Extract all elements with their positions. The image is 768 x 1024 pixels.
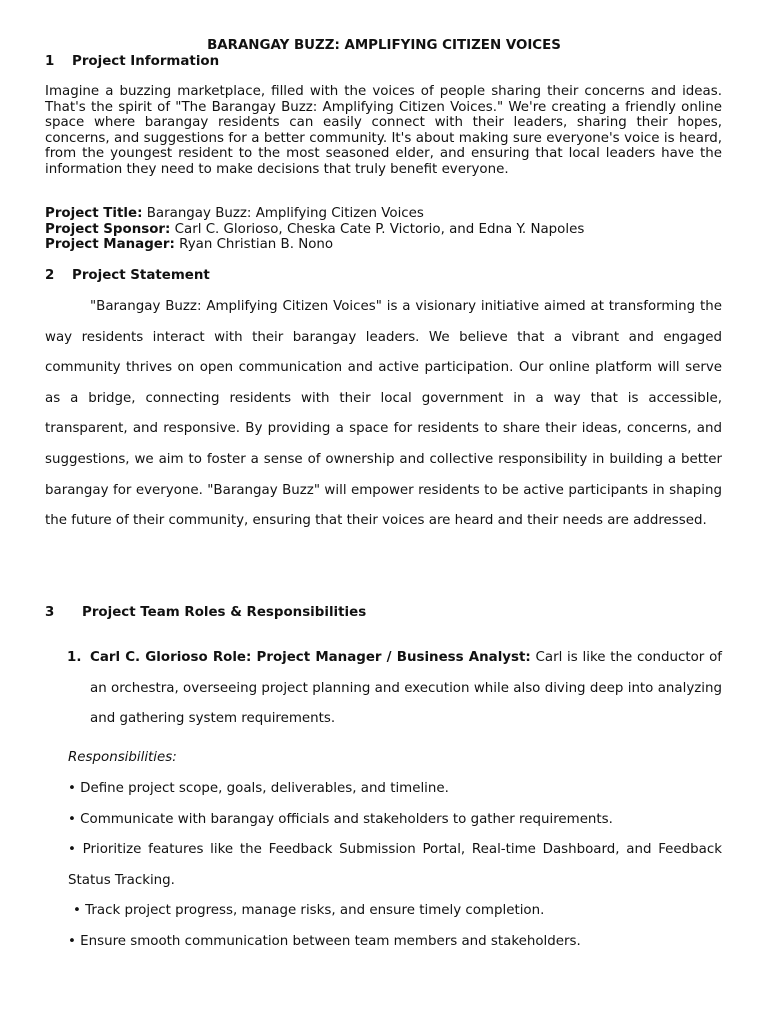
intro-paragraph: Imagine a buzzing marketplace, filled with the voices of people sharing their concerns and ideas. That's the spirit of "The Barangay Buzz: Amplifying Citizen Voices." We're creating a friendly online space where barangay residents can easily connect with their leaders, sharing their hopes, concerns, and suggestions for a better community. It's about making sure everyone's voice is heard, from the youngest resident to the most seasoned elder, and ensuring that local leaders have the information they need to make decisions that truly benefit everyone. <box>45 84 722 177</box>
section-title: Project Information <box>72 54 220 69</box>
project-sponsor-value: Carl C. Glorioso, Cheska Cate P. Victorio, and Edna Y. Napoles <box>174 221 585 237</box>
section-number: 3 <box>45 605 55 620</box>
list-item: • Ensure smooth communication between team members and stakeholders. <box>68 933 581 949</box>
project-info-block <box>45 206 584 253</box>
document-title: BARANGAY BUZZ: AMPLIFYING CITIZEN VOICES <box>207 38 561 53</box>
statement-paragraph: "Barangay Buzz: Amplifying Citizen Voices" is a visionary initiative aimed at transforming the way residents interact with their barangay leaders. We believe that a vibrant and engaged community thrives on open communication and active participation. Our online platform will serve as a bridge, connecting residents with their local government in a way that is accessible, transparent, and responsive. By providing a space for residents to share their ideas, concerns, and suggestions, we aim to foster a sense of ownership and collective responsibility in building a better barangay for everyone. "Barangay Buzz" will empower residents to be active participants in shaping the future of their community, ensuring that their voices are heard and their needs are addressed. <box>45 299 722 529</box>
section-number: 2 <box>45 268 55 283</box>
responsibilities-label: Responsibilities: <box>68 750 177 765</box>
responsibilities-list <box>68 774 722 958</box>
project-sponsor-line <box>45 222 584 238</box>
section-heading-project-information <box>45 53 219 71</box>
member-heading: Carl C. Glorioso Role: Project Manager / Business Analyst: <box>90 650 531 665</box>
list-item: • Track project progress, manage risks, and ensure timely completion. <box>73 903 545 919</box>
project-title-line <box>45 206 584 222</box>
section-title: Project Team Roles & Responsibilities <box>82 605 367 620</box>
list-item: • Prioritize features like the Feedback Submission Portal, Real-time Dashboard, and Feedback Status Tracking. <box>68 842 722 888</box>
team-member-item <box>67 643 722 735</box>
project-sponsor-label: Project Sponsor: <box>45 221 171 237</box>
project-manager-line <box>45 237 584 253</box>
project-manager-label: Project Manager: <box>45 237 175 252</box>
project-manager-value: Ryan Christian B. Nono <box>179 237 334 252</box>
list-item: • Define project scope, goals, deliverables, and timeline. <box>68 781 449 796</box>
project-title-label: Project Title: <box>45 206 143 221</box>
project-title-value: Barangay Buzz: Amplifying Citizen Voices <box>146 206 424 221</box>
section-heading-team-roles <box>45 604 366 622</box>
member-description: Carl is like the conductor of an orchestra, overseeing project planning and execution while also diving deep into analyzing and gathering system requirements. <box>90 650 722 727</box>
section-heading-project-statement <box>45 267 210 285</box>
section-number: 1 <box>45 54 55 69</box>
member-index: 1. <box>67 650 82 665</box>
list-item: • Communicate with barangay officials and stakeholders to gather requirements. <box>68 811 613 827</box>
section-title: Project Statement <box>72 268 210 283</box>
